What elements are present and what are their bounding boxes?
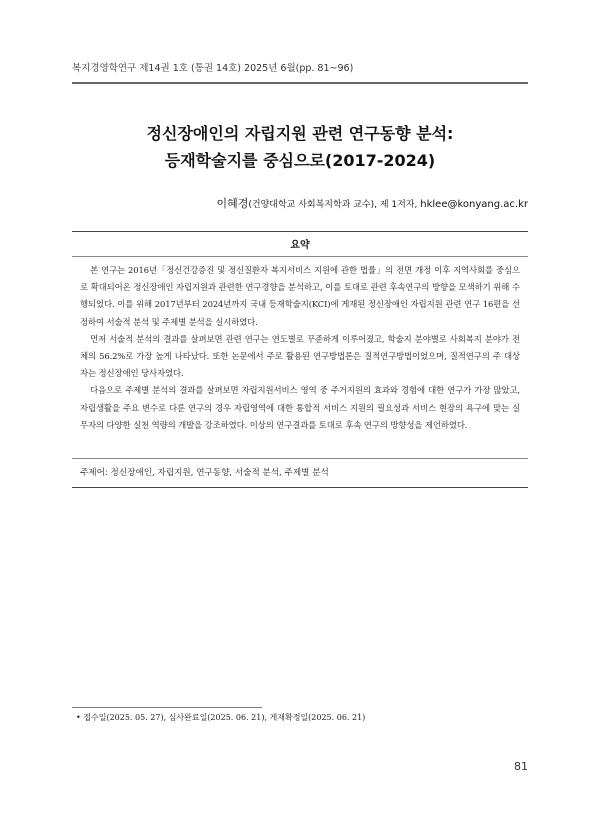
abstract-paragraph-2: 먼저 서술적 분석의 결과를 살펴보면 관련 연구는 연도별로 꾸준하게 이루어졌고, 학술지 분야별로 사회복지 분야가 전체의 56.2%로 가장 높게 나타났다. 또한 논문에서 주로 활용된 연구방법론은 질적연구방법이었으며, 질적연구의 주 대상자는 정신장애인 당사자였다. [80,333,520,379]
abstract-bottom-rule [72,458,528,459]
author-name: 이혜경 [216,197,249,210]
running-header: 복지경영학연구 제14권 1호 (통권 14호) 2025년 6월(pp. 81~96) [72,63,354,74]
page-number: 81 [514,760,528,773]
title-line-1: 정신장애인의 자립지원 관련 연구동향 분석: [146,124,454,143]
footnote: • 접수일(2025. 05. 27), 심사완료일(2025. 06. 21), 게재확정일(2025. 06. 21) [76,713,366,722]
author-email: hklee@konyang.ac.kr [420,199,528,210]
author-line [216,195,528,211]
footnote-rule [72,707,262,708]
keywords-rule [72,487,528,488]
keywords [80,466,520,480]
abstract-heading: 요약 [290,240,310,251]
paper-title [60,120,540,174]
abstract-paragraph-3: 다음으로 주제별 분석의 결과를 살펴보면 자립지원서비스 영역 중 주거지원의 효과와 경험에 대한 연구가 가장 많았고, 자립생활을 주요 변수로 다룬 연구의 경우 자립영역에 대한 통합적 서비스 지원의 필요성과 서비스 현장의 욕구에 맞는 실무자의 다양한 실천 역량의 개발을 강조하였다. 이상의 연구결과를 토대로 후속 연구의 방향성을 제언하였다. [80,385,520,430]
abstract-body [80,262,520,434]
keywords-text: 정신장애인, 자립지원, 연구동향, 서술적 분석, 주제별 분석 [110,468,329,478]
author-affiliation: (건양대학교 사회복지학과 교수), 제 1저자, [248,200,421,210]
title-line-2: 등재학술지를 중심으로(2017-2024) [164,151,436,170]
keywords-label: 주제어: [80,468,111,478]
abstract-top-rule [72,231,528,232]
abstract-paragraph-1: 본 연구는 2016년「정신건강증진 및 정신질환자 복지서비스 지원에 관한 법률」의 전면 개정 이후 지역사회를 중심으로 확대되어온 정신장애인 자립지원과 관련한 연구경향을 분석하고, 이를 토대로 관련 후속연구의 방향을 모색하기 위해 수행되었다. 이를 위해 2017년부터 2024년까지 국내 등재학술지(KCI)에 게재된 정신장애인 자립지원 관련 연구 16편을 선정하여 서술적 분석 및 주제별 분석을 실시하였다. [80,265,520,327]
abstract-heading-rule [72,256,528,257]
header-rule [72,82,528,84]
